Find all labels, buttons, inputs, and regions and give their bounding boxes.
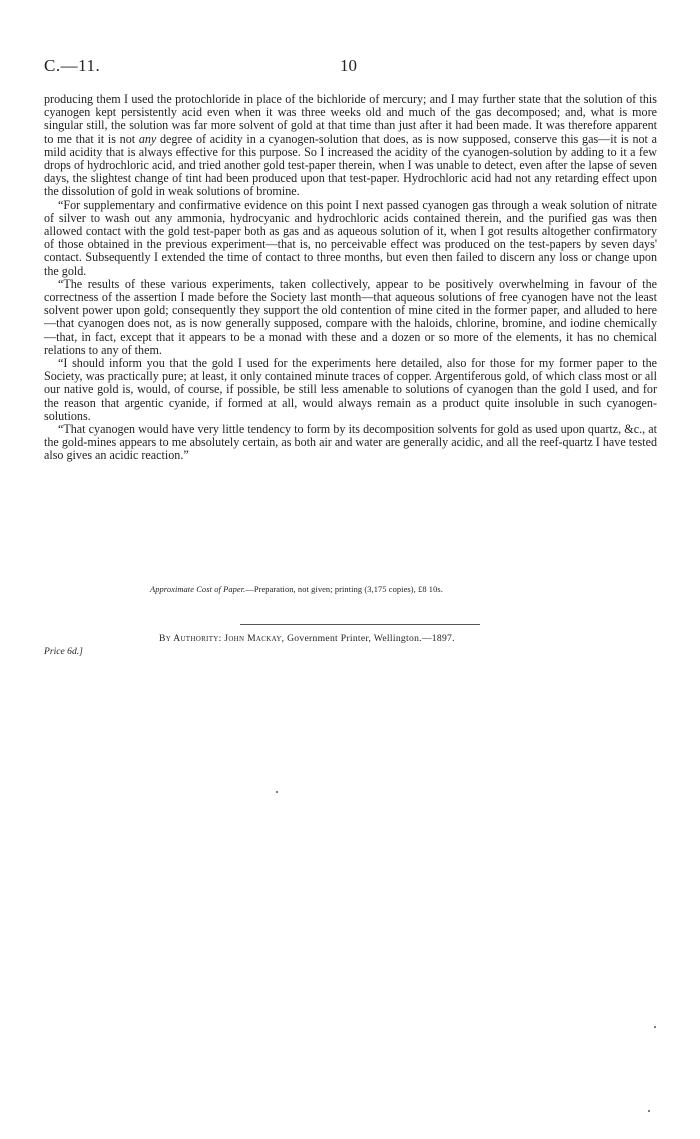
scan-speck [276,791,278,793]
price-note: Price 6d.] [44,646,83,657]
scan-speck [654,1026,656,1028]
scan-speck [648,1110,650,1112]
cost-of-paper-note [150,585,443,594]
paragraph-3: “The results of these various experiments, taken collectively, appear to be positively overwhelming in favour of the correctness of the assertion I made before the Society last month—that aqueous solutions of free cyanogen have not the least solvent power upon gold; consequently they support the old contention of mine cited in the former paper, and alluded to here—that cyanogen does not, as is now generally supposed, compare with the haloids, chlorine, bromine, and iodine chemically—that, in fact, except that it appears to be a monad with these and a dozen or so more of the elements, it has no chemical relations to any of them. [44,276,657,357]
paragraph-2: “For supplementary and confirmative evidence on this point I next passed cyanogen gas through a weak solution of nitrate of silver to wash out any ammonia, hydrocyanic and hydrochloric acids contained therein, and the purified gas was then allowed contact with the gold test-paper both as gas and as aqueous solution of it, when I got results altogether confirmatory of those obtained in the previous experiment—that is, no perceivable effect was produced on the test-papers by seven days' contact. Subsequently I extended the time of contact to three months, but even then failed to discern any loss or change upon the gold. [44,197,657,278]
body-text [44,93,657,463]
cost-label: Approximate Cost of Paper. [150,585,246,594]
divider-rule [240,624,480,625]
page-number: 10 [340,56,357,75]
paragraph-5: “That cyanogen would have very little tendency to form by its decomposition solvents for gold as used upon quartz, &c., at the gold-mines appears to me absolutely certain, as both air and water are generally acidic, and all the reef-quartz I have tested also gives an acidic reaction.” [44,422,657,463]
paper-reference: C.—11. [44,56,101,75]
paragraph-4: “I should inform you that the gold I used for the experiments here detailed, also for those for my former paper to the Society, was practically pure; at least, it only contained minute traces of copper. Argentiferous gold, of which class most or all our native gold is, would, of course, if possible, be still less amenable to solutions of cyanogen than the gold I used, and for the reason that argentic cyanide, if formed at all, would always remain as a product quite insoluble in such cyanogen-solutions. [44,356,657,423]
printer-imprint: By Authority: John Mackay, Government Printer, Wellington.—1897. [159,633,455,644]
page-header [44,56,657,80]
emphasis-any: any [138,131,157,146]
paragraph-1: producing them I used the protochloride in place of the bichloride of mercury; and I may further state that the solution of this cyanogen kept persistently acid even when it was three weeks old and much of the gas decomposed; and, what is more singular still, the solution was far more solvent of gold at that time than just after it had been made. It was therefore apparent to me that it is not any degree of acidity in a cyanogen-solution that does, as is now supposed, conserve this gas—it is not a mild acidity that is always effective for this purpose. So I increased the acidity of the cyanogen-solution by adding to it a few drops of hydrochloric acid, and tried another gold test-paper therein, when I was unable to detect, even after the lapse of seven days, the slightest change of tint had been produced upon that test-paper. Hydrochloric acid had not any retarding effect upon the dissolution of gold in weak solutions of bromine. [44,92,657,199]
cost-text: —Preparation, not given; printing (3,175 copies), £8 10s. [245,585,443,594]
printer-name: John Mackay [224,633,282,644]
